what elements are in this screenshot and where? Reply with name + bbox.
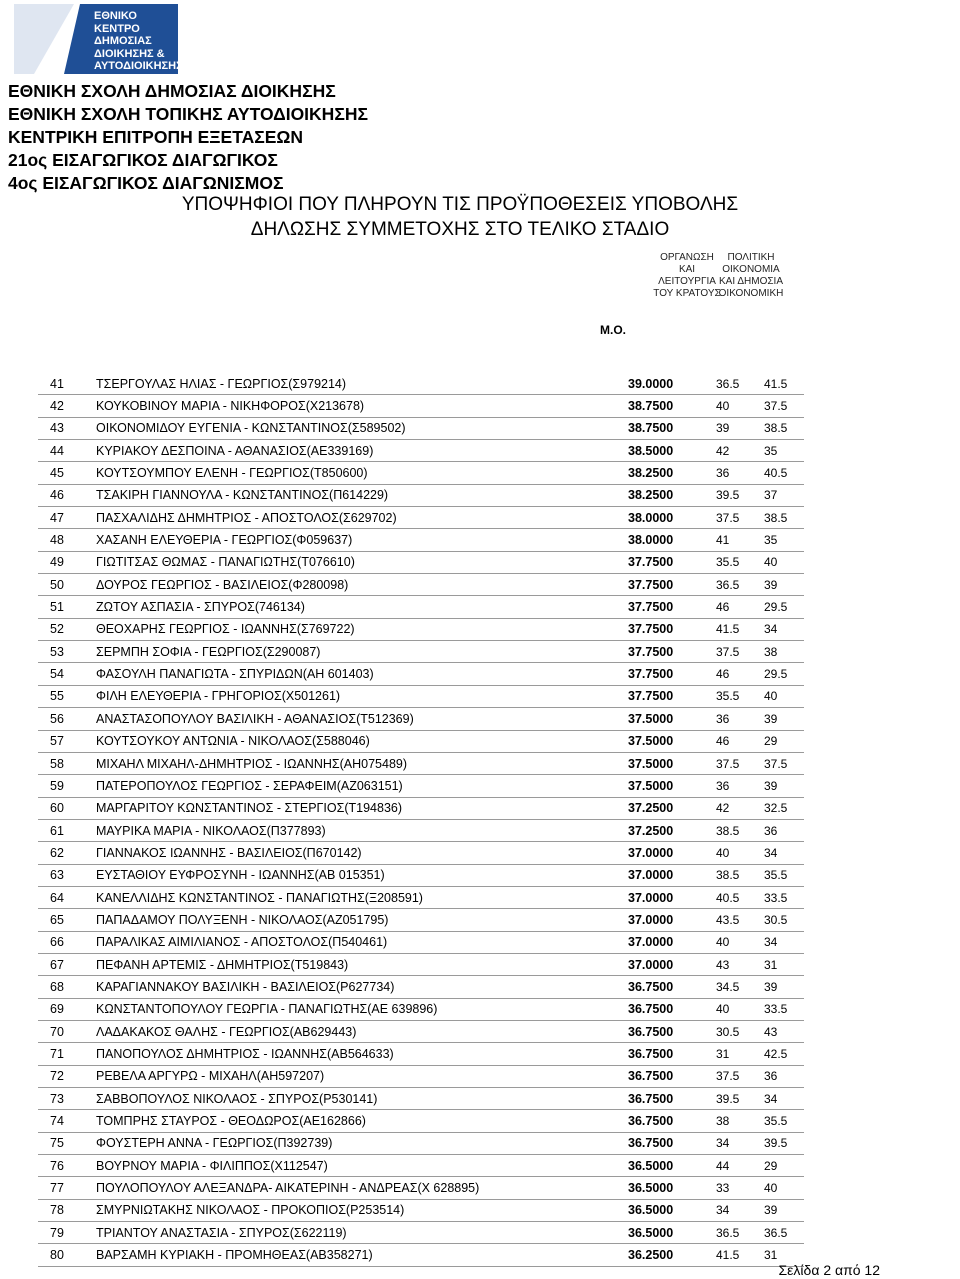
header-line: ΚΕΝΤΡΙΚΗ ΕΠΙΤΡΟΠΗ ΕΞΕΤΑΣΕΩΝ: [8, 127, 304, 147]
candidate-name: ΤΟΜΠΡΗΣ ΣΤΑΥΡΟΣ - ΘΕΟΔΩΡΟΣ(ΑΕ162866): [96, 1110, 628, 1132]
grade-state-organization: 37.5: [716, 1065, 764, 1087]
grade-state-organization: 42: [716, 797, 764, 819]
average-score: 36.7500: [628, 976, 716, 998]
candidate-name: ΒΑΡΣΑΜΗ ΚΥΡΙΑΚΗ - ΠΡΟΜΗΘΕΑΣ(ΑΒ358271): [96, 1244, 628, 1266]
row-number: 45: [38, 462, 96, 484]
logo-line: ΚΕΝΤΡΟ: [94, 22, 140, 35]
table-row: [38, 1222, 804, 1244]
row-number: 60: [38, 797, 96, 819]
grade-political-economy: 29: [764, 1155, 804, 1177]
table-row: [38, 998, 804, 1020]
table-row: [38, 886, 804, 908]
candidate-name: ΜΑΥΡΙΚΑ ΜΑΡΙΑ - ΝΙΚΟΛΑΟΣ(Π377893): [96, 819, 628, 841]
grade-state-organization: 46: [716, 663, 764, 685]
grade-state-organization: 30.5: [716, 1020, 764, 1042]
row-number: 74: [38, 1110, 96, 1132]
table-row: [38, 641, 804, 663]
logo-line: ΑΥΤΟΔΙΟΙΚΗΣΗΣ: [94, 60, 183, 72]
average-score: 37.5000: [628, 730, 716, 752]
candidate-name: ΣΕΡΜΠΗ ΣΟΦΙΑ - ΓΕΩΡΓΙΟΣ(Σ290087): [96, 641, 628, 663]
row-number: 47: [38, 507, 96, 529]
table-row: [38, 1244, 804, 1266]
table-row: [38, 730, 804, 752]
candidate-name: ΣΜΥΡΝΙΩΤΑΚΗΣ ΝΙΚΟΛΑΟΣ - ΠΡΟΚΟΠΙΟΣ(Ρ253514): [96, 1199, 628, 1221]
grade-political-economy: 42.5: [764, 1043, 804, 1065]
grade-political-economy: 34: [764, 618, 804, 640]
grade-political-economy: 36: [764, 819, 804, 841]
grade-political-economy: 34: [764, 931, 804, 953]
candidate-name: ΠΑΤΕΡΟΠΟΥΛΟΣ ΓΕΩΡΓΙΟΣ - ΣΕΡΑΦΕΙΜ(ΑΖ063151): [96, 775, 628, 797]
candidate-name: ΟΙΚΟΝΟΜΙΔΟΥ ΕΥΓΕΝΙΑ - ΚΩΝΣΤΑΝΤΙΝΟΣ(Σ589502): [96, 417, 628, 439]
average-score: 37.7500: [628, 618, 716, 640]
average-score: 37.0000: [628, 953, 716, 975]
candidate-name: ΜΙΧΑΗΛ ΜΙΧΑΗΛ-ΔΗΜΗΤΡΙΟΣ - ΙΩΑΝΝΗΣ(ΑΗ075489): [96, 752, 628, 774]
average-score: 36.7500: [628, 1088, 716, 1110]
table-row: [38, 462, 804, 484]
grade-state-organization: 39.5: [716, 484, 764, 506]
candidate-name: ΛΑΔΑΚΑΚΟΣ ΘΑΛΗΣ - ΓΕΩΡΓΙΟΣ(ΑΒ629443): [96, 1020, 628, 1042]
candidate-name: ΡΕΒΕΛΑ ΑΡΓΥΡΩ - ΜΙΧΑΗΛ(ΑΗ597207): [96, 1065, 628, 1087]
average-score: 37.7500: [628, 596, 716, 618]
average-score: 36.7500: [628, 1043, 716, 1065]
average-score: 38.0000: [628, 507, 716, 529]
grade-political-economy: 38.5: [764, 507, 804, 529]
row-number: 46: [38, 484, 96, 506]
grade-state-organization: 38: [716, 1110, 764, 1132]
document-title: [0, 192, 920, 242]
grade-state-organization: 36.5: [716, 574, 764, 596]
title-line-1: ΥΠΟΨΗΦΙΟΙ ΠΟΥ ΠΛΗΡΟΥΝ ΤΙΣ ΠΡΟΫΠΟΘΕΣΕΙΣ ΥΠΟΒΟΛΗΣ: [181, 194, 739, 215]
grade-political-economy: 31: [764, 953, 804, 975]
grade-state-organization: 39.5: [716, 1088, 764, 1110]
grade-political-economy: 40: [764, 1177, 804, 1199]
row-number: 57: [38, 730, 96, 752]
grade-political-economy: 30.5: [764, 909, 804, 931]
average-score: 36.7500: [628, 1110, 716, 1132]
average-score: 37.0000: [628, 909, 716, 931]
candidate-name: ΤΣΑΚΙΡΗ ΓΙΑΝΝΟΥΛΑ - ΚΩΝΣΤΑΝΤΙΝΟΣ(Π614229): [96, 484, 628, 506]
average-score: 37.7500: [628, 574, 716, 596]
table-row: [38, 953, 804, 975]
average-score: 37.0000: [628, 886, 716, 908]
grade-state-organization: 37.5: [716, 507, 764, 529]
grade-political-economy: 38: [764, 641, 804, 663]
candidate-name: ΠΑΣΧΑΛΙΔΗΣ ΔΗΜΗΤΡΙΟΣ - ΑΠΟΣΤΟΛΟΣ(Σ629702): [96, 507, 628, 529]
row-number: 54: [38, 663, 96, 685]
grade-state-organization: 34.5: [716, 976, 764, 998]
grade-state-organization: 31: [716, 1043, 764, 1065]
average-score: 36.7500: [628, 1132, 716, 1154]
table-row: [38, 663, 804, 685]
row-number: 67: [38, 953, 96, 975]
grade-political-economy: 35: [764, 529, 804, 551]
average-score: 36.7500: [628, 998, 716, 1020]
table-row: [38, 1065, 804, 1087]
grade-political-economy: 35.5: [764, 1110, 804, 1132]
column-header-average: Μ.Ο.: [600, 323, 626, 337]
grade-political-economy: 39: [764, 708, 804, 730]
candidate-name: ΤΣΕΡΓΟΥΛΑΣ ΗΛΙΑΣ - ΓΕΩΡΓΙΟΣ(Σ979214): [96, 373, 628, 395]
table-row: [38, 752, 804, 774]
table-row: [38, 797, 804, 819]
grade-political-economy: 32.5: [764, 797, 804, 819]
grade-state-organization: 41.5: [716, 1244, 764, 1266]
table-row: [38, 708, 804, 730]
grade-state-organization: 41.5: [716, 618, 764, 640]
row-number: 65: [38, 909, 96, 931]
grade-political-economy: 39: [764, 976, 804, 998]
grade-state-organization: 38.5: [716, 819, 764, 841]
grade-state-organization: 43: [716, 953, 764, 975]
candidate-name: ΓΙΩΤΙΤΣΑΣ ΘΩΜΑΣ - ΠΑΝΑΓΙΩΤΗΣ(Τ076610): [96, 551, 628, 573]
row-number: 66: [38, 931, 96, 953]
average-score: 36.7500: [628, 1065, 716, 1087]
page-number: Σελίδα 2 από 12: [778, 1262, 880, 1278]
candidate-name: ΚΑΝΕΛΛΙΔΗΣ ΚΩΝΣΤΑΝΤΙΝΟΣ - ΠΑΝΑΓΙΩΤΗΣ(Ξ208591): [96, 886, 628, 908]
candidate-name: ΠΕΦΑΝΗ ΑΡΤΕΜΙΣ - ΔΗΜΗΤΡΙΟΣ(Τ519843): [96, 953, 628, 975]
candidate-name: ΠΑΠΑΔΑΜΟΥ ΠΟΛΥΞΕΝΗ - ΝΙΚΟΛΑΟΣ(ΑΖ051795): [96, 909, 628, 931]
grade-political-economy: 39: [764, 574, 804, 596]
average-score: 38.0000: [628, 529, 716, 551]
grade-political-economy: 34: [764, 1088, 804, 1110]
grade-state-organization: 36: [716, 462, 764, 484]
average-score: 38.7500: [628, 395, 716, 417]
table-row: [38, 529, 804, 551]
average-score: 37.0000: [628, 931, 716, 953]
table-row: [38, 395, 804, 417]
table-row: [38, 1020, 804, 1042]
row-number: 77: [38, 1177, 96, 1199]
table-row: [38, 596, 804, 618]
average-score: 37.7500: [628, 663, 716, 685]
grade-state-organization: 36.5: [716, 373, 764, 395]
row-number: 80: [38, 1244, 96, 1266]
header-line: 21ος ΕΙΣΑΓΩΓΙΚΟΣ ΔΙΑΓΩΓΙΚΟΣ: [8, 150, 278, 170]
row-number: 62: [38, 842, 96, 864]
table-row: [38, 1155, 804, 1177]
row-number: 50: [38, 574, 96, 596]
table-row: [38, 417, 804, 439]
candidate-name: ΤΡΙΑΝΤΟΥ ΑΝΑΣΤΑΣΙΑ - ΣΠΥΡΟΣ(Σ622119): [96, 1222, 628, 1244]
average-score: 37.2500: [628, 797, 716, 819]
table-row: [38, 551, 804, 573]
table-row: [38, 1132, 804, 1154]
candidate-name: ΦΟΥΣΤΕΡΗ ΑΝΝΑ - ΓΕΩΡΓΙΟΣ(Π392739): [96, 1132, 628, 1154]
grade-political-economy: 37: [764, 484, 804, 506]
candidate-name: ΠΑΝΟΠΟΥΛΟΣ ΔΗΜΗΤΡΙΟΣ - ΙΩΑΝΝΗΣ(ΑΒ564633): [96, 1043, 628, 1065]
grade-state-organization: 37.5: [716, 641, 764, 663]
candidate-name: ΜΑΡΓΑΡΙΤΟΥ ΚΩΝΣΤΑΝΤΙΝΟΣ - ΣΤΕΡΓΙΟΣ(Τ194836): [96, 797, 628, 819]
grade-state-organization: 40.5: [716, 886, 764, 908]
average-score: 38.2500: [628, 484, 716, 506]
table-row: [38, 618, 804, 640]
grade-political-economy: 31: [764, 1244, 804, 1266]
row-number: 43: [38, 417, 96, 439]
row-number: 68: [38, 976, 96, 998]
grade-state-organization: 34: [716, 1132, 764, 1154]
row-number: 75: [38, 1132, 96, 1154]
candidate-name: ΚΥΡΙΑΚΟΥ ΔΕΣΠΟΙΝΑ - ΑΘΑΝΑΣΙΟΣ(ΑΕ339169): [96, 440, 628, 462]
grade-state-organization: 33: [716, 1177, 764, 1199]
grade-political-economy: 29: [764, 730, 804, 752]
table-row: [38, 507, 804, 529]
row-number: 64: [38, 886, 96, 908]
row-number: 55: [38, 685, 96, 707]
row-number: 69: [38, 998, 96, 1020]
average-score: 37.0000: [628, 864, 716, 886]
row-number: 70: [38, 1020, 96, 1042]
average-score: 37.0000: [628, 842, 716, 864]
candidate-name: ΓΙΑΝΝΑΚΟΣ ΙΩΑΝΝΗΣ - ΒΑΣΙΛΕΙΟΣ(Π670142): [96, 842, 628, 864]
column-header-state-organization: ΟΡΓΑΝΩΣΗ ΚΑΙ ΛΕΙΤΟΥΡΓΙΑ ΤΟΥ ΚΡΑΤΟΥΣ: [653, 252, 721, 299]
grade-political-economy: 39: [764, 1199, 804, 1221]
grade-state-organization: 39: [716, 417, 764, 439]
grade-state-organization: 36: [716, 708, 764, 730]
candidate-name: ΘΕΟΧΑΡΗΣ ΓΕΩΡΓΙΟΣ - ΙΩΑΝΝΗΣ(Σ769722): [96, 618, 628, 640]
candidate-name: ΕΥΣΤΑΘΙΟΥ ΕΥΦΡΟΣΥΝΗ - ΙΩΑΝΝΗΣ(ΑΒ 015351): [96, 864, 628, 886]
row-number: 73: [38, 1088, 96, 1110]
logo-text: [94, 10, 183, 73]
grade-state-organization: 46: [716, 730, 764, 752]
row-number: 52: [38, 618, 96, 640]
table-row: [38, 685, 804, 707]
average-score: 36.5000: [628, 1155, 716, 1177]
candidate-name: ΑΝΑΣΤΑΣΟΠΟΥΛΟΥ ΒΑΣΙΛΙΚΗ - ΑΘΑΝΑΣΙΟΣ(Τ512369): [96, 708, 628, 730]
table-row: [38, 373, 804, 395]
header-line: ΕΘΝΙΚΗ ΣΧΟΛΗ ΔΗΜΟΣΙΑΣ ΔΙΟΙΚΗΣΗΣ: [8, 81, 336, 101]
grade-political-economy: 37.5: [764, 752, 804, 774]
table-row: [38, 909, 804, 931]
grade-state-organization: 35.5: [716, 551, 764, 573]
candidate-name: ΧΑΣΑΝΗ ΕΛΕΥΘΕΡΙΑ - ΓΕΩΡΓΙΟΣ(Φ059637): [96, 529, 628, 551]
table-row: [38, 574, 804, 596]
candidate-name: ΦΑΣΟΥΛΗ ΠΑΝΑΓΙΩΤΑ - ΣΠΥΡΙΔΩΝ(ΑΗ 601403): [96, 663, 628, 685]
grade-political-economy: 43: [764, 1020, 804, 1042]
row-number: 76: [38, 1155, 96, 1177]
row-number: 42: [38, 395, 96, 417]
row-number: 56: [38, 708, 96, 730]
grade-political-economy: 35.5: [764, 864, 804, 886]
grade-political-economy: 29.5: [764, 596, 804, 618]
average-score: 37.7500: [628, 641, 716, 663]
candidate-name: ΚΑΡΑΓΙΑΝΝΑΚΟΥ ΒΑΣΙΛΙΚΗ - ΒΑΣΙΛΕΙΟΣ(Ρ627734): [96, 976, 628, 998]
average-score: 38.5000: [628, 440, 716, 462]
table-row: [38, 1088, 804, 1110]
row-number: 78: [38, 1199, 96, 1221]
row-number: 79: [38, 1222, 96, 1244]
grade-state-organization: 46: [716, 596, 764, 618]
row-number: 71: [38, 1043, 96, 1065]
grade-state-organization: 41: [716, 529, 764, 551]
table-row: [38, 440, 804, 462]
average-score: 37.5000: [628, 708, 716, 730]
grade-political-economy: 40: [764, 551, 804, 573]
candidate-name: ΚΩΝΣΤΑΝΤΟΠΟΥΛΟΥ ΓΕΩΡΓΙΑ - ΠΑΝΑΓΙΩΤΗΣ(ΑΕ 639896): [96, 998, 628, 1020]
column-header-political-economy: ΠΟΛΙΤΙΚΗ ΟΙΚΟΝΟΜΙΑ ΚΑΙ ΔΗΜΟΣΙΑ ΟΙΚΟΝΟΜΙΚΗ: [718, 252, 784, 299]
candidate-name: ΦΙΛΗ ΕΛΕΥΘΕΡΙΑ - ΓΡΗΓΟΡΙΟΣ(Χ501261): [96, 685, 628, 707]
table-row: [38, 1199, 804, 1221]
average-score: 36.5000: [628, 1199, 716, 1221]
header-line: ΕΘΝΙΚΗ ΣΧΟΛΗ ΤΟΠΙΚΗΣ ΑΥΤΟΔΙΟΙΚΗΣΗΣ: [8, 104, 368, 124]
grade-state-organization: 40: [716, 998, 764, 1020]
row-number: 49: [38, 551, 96, 573]
grade-political-economy: 34: [764, 842, 804, 864]
candidate-name: ΔΟΥΡΟΣ ΓΕΩΡΓΙΟΣ - ΒΑΣΙΛΕΙΟΣ(Φ280098): [96, 574, 628, 596]
candidate-name: ΒΟΥΡΝΟΥ ΜΑΡΙΑ - ΦΙΛΙΠΠΟΣ(Χ112547): [96, 1155, 628, 1177]
grade-political-economy: 33.5: [764, 886, 804, 908]
average-score: 38.7500: [628, 417, 716, 439]
table-row: [38, 842, 804, 864]
table-row: [38, 931, 804, 953]
average-score: 37.7500: [628, 685, 716, 707]
grade-political-economy: 40.5: [764, 462, 804, 484]
grade-state-organization: 36.5: [716, 1222, 764, 1244]
average-score: 36.5000: [628, 1177, 716, 1199]
grade-political-economy: 36: [764, 1065, 804, 1087]
grade-political-economy: 29.5: [764, 663, 804, 685]
candidate-name: ΚΟΥΤΣΟΥΜΠΟΥ ΕΛΕΝΗ - ΓΕΩΡΓΙΟΣ(Τ850600): [96, 462, 628, 484]
table-row: [38, 976, 804, 998]
row-number: 41: [38, 373, 96, 395]
grade-state-organization: 40: [716, 842, 764, 864]
grade-political-economy: 36.5: [764, 1222, 804, 1244]
grade-state-organization: 38.5: [716, 864, 764, 886]
ekdda-logo: [14, 4, 183, 74]
grade-state-organization: 40: [716, 395, 764, 417]
grade-state-organization: 36: [716, 775, 764, 797]
grade-political-economy: 39.5: [764, 1132, 804, 1154]
candidate-name: ΠΑΡΑΛΙΚΑΣ ΑΙΜΙΛΙΑΝΟΣ - ΑΠΟΣΤΟΛΟΣ(Π540461): [96, 931, 628, 953]
institution-header: [8, 80, 368, 195]
row-number: 44: [38, 440, 96, 462]
grade-political-economy: 33.5: [764, 998, 804, 1020]
average-score: 39.0000: [628, 373, 716, 395]
candidate-name: ΚΟΥΤΣΟΥΚΟΥ ΑΝΤΩΝΙΑ - ΝΙΚΟΛΑΟΣ(Σ588046): [96, 730, 628, 752]
row-number: 48: [38, 529, 96, 551]
table-row: [38, 775, 804, 797]
average-score: 38.2500: [628, 462, 716, 484]
average-score: 37.5000: [628, 752, 716, 774]
logo-line: ΔΗΜΟΣΙΑΣ: [94, 35, 152, 47]
candidate-name: ΚΟΥΚΟΒΙΝΟΥ ΜΑΡΙΑ - ΝΙΚΗΦΟΡΟΣ(Χ213678): [96, 395, 628, 417]
table-row: [38, 819, 804, 841]
row-number: 72: [38, 1065, 96, 1087]
row-number: 63: [38, 864, 96, 886]
table-row: [38, 1110, 804, 1132]
row-number: 61: [38, 819, 96, 841]
table-row: [38, 1043, 804, 1065]
row-number: 53: [38, 641, 96, 663]
grade-political-economy: 41.5: [764, 373, 804, 395]
table-row: [38, 1177, 804, 1199]
row-number: 51: [38, 596, 96, 618]
table-row: [38, 864, 804, 886]
average-score: 37.2500: [628, 819, 716, 841]
grade-political-economy: 37.5: [764, 395, 804, 417]
grade-state-organization: 42: [716, 440, 764, 462]
grade-political-economy: 38.5: [764, 417, 804, 439]
logo-line: ΕΘΝΙΚΟ: [94, 10, 137, 22]
candidate-name: ΖΩΤΟΥ ΑΣΠΑΣΙΑ - ΣΠΥΡΟΣ(746134): [96, 596, 628, 618]
title-line-2: ΔΗΛΩΣΗΣ ΣΥΜΜΕΤΟΧΗΣ ΣΤΟ ΤΕΛΙΚΟ ΣΤΑΔΙΟ: [250, 219, 670, 240]
grade-state-organization: 43.5: [716, 909, 764, 931]
grade-state-organization: 35.5: [716, 685, 764, 707]
average-score: 37.5000: [628, 775, 716, 797]
average-score: 36.5000: [628, 1222, 716, 1244]
grade-state-organization: 37.5: [716, 752, 764, 774]
grade-political-economy: 35: [764, 440, 804, 462]
grade-state-organization: 34: [716, 1199, 764, 1221]
row-number: 58: [38, 752, 96, 774]
logo-line: ΔΙΟΙΚΗΣΗΣ &: [94, 47, 165, 60]
average-score: 36.2500: [628, 1244, 716, 1266]
table-row: [38, 484, 804, 506]
header-line: 4ος ΕΙΣΑΓΩΓΙΚΟΣ ΔΙΑΓΩΝΙΣΜΟΣ: [8, 173, 284, 193]
row-number: 59: [38, 775, 96, 797]
candidate-name: ΠΟΥΛΟΠΟΥΛΟΥ ΑΛΕΞΑΝΔΡΑ- ΑΙΚΑΤΕΡΙΝΗ - ΑΝΔΡΕΑΣ(Χ 628895): [96, 1177, 628, 1199]
grade-state-organization: 40: [716, 931, 764, 953]
grade-political-economy: 40: [764, 685, 804, 707]
candidate-name: ΣΑΒΒΟΠΟΥΛΟΣ ΝΙΚΟΛΑΟΣ - ΣΠΥΡΟΣ(Ρ530141): [96, 1088, 628, 1110]
average-score: 37.7500: [628, 551, 716, 573]
grade-state-organization: 44: [716, 1155, 764, 1177]
grade-political-economy: 39: [764, 775, 804, 797]
candidates-table: [38, 373, 804, 1267]
average-score: 36.7500: [628, 1020, 716, 1042]
